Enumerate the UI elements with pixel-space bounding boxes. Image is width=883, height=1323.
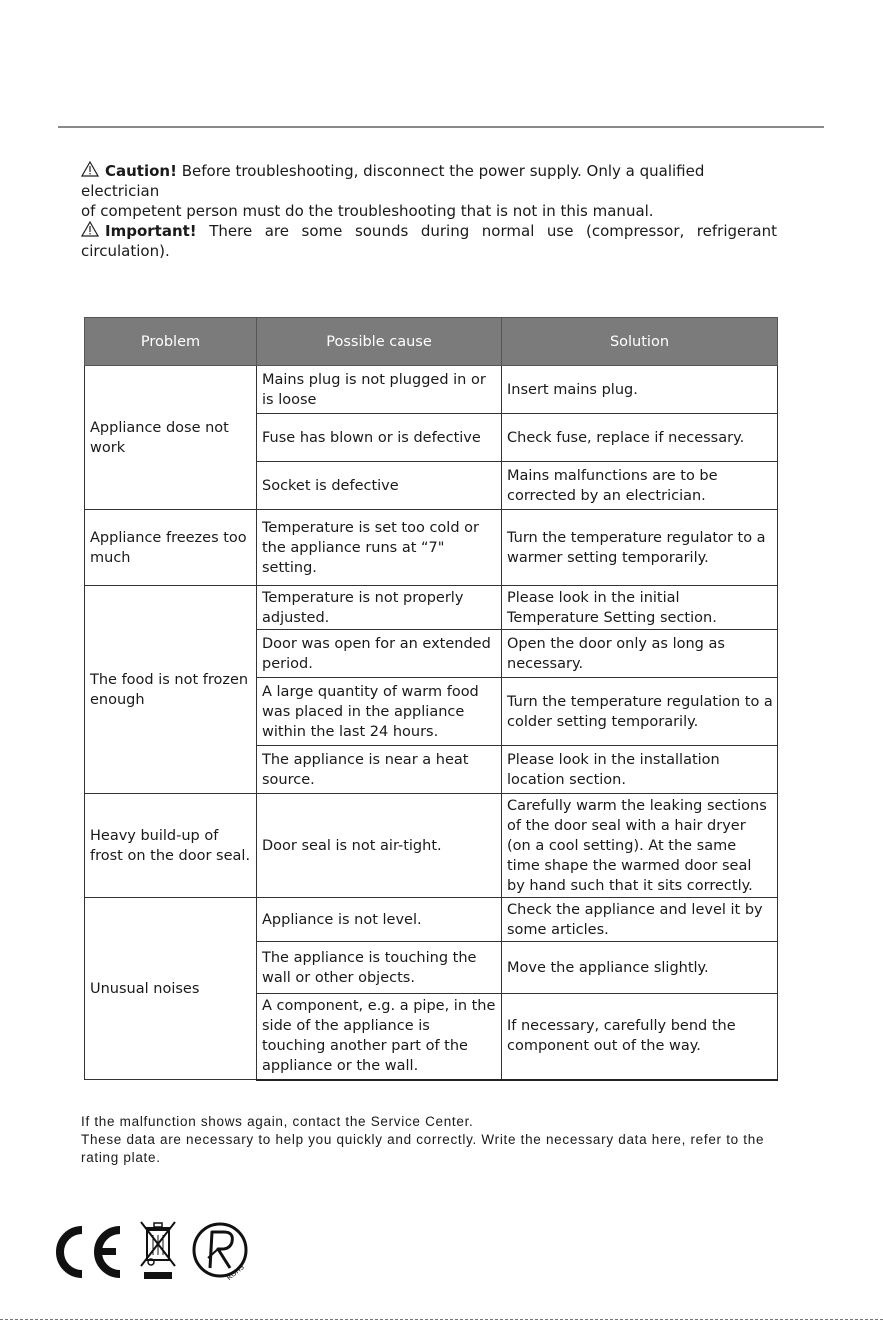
table-row	[85, 794, 778, 898]
table-row	[85, 510, 778, 586]
cause-cell: Door was open for an extended period.	[257, 630, 502, 678]
caution-note	[81, 161, 777, 221]
header-solution: Solution	[502, 318, 778, 366]
important-label: Important!	[105, 222, 197, 240]
page-bottom-rule	[0, 1319, 883, 1320]
warning-icon	[81, 221, 99, 237]
problem-cell: The food is not frozen enough	[85, 586, 257, 794]
cause-cell: Appliance is not level.	[257, 898, 502, 942]
troubleshooting-table	[84, 317, 778, 1081]
weee-bin-icon	[138, 1218, 178, 1286]
solution-cell: Please look in the initial Temperature Setting section.	[502, 586, 778, 630]
cause-cell: Door seal is not air-tight.	[257, 794, 502, 898]
cause-cell: The appliance is touching the wall or other objects.	[257, 942, 502, 994]
cause-cell: Fuse has blown or is defective	[257, 414, 502, 462]
cause-cell: Mains plug is not plugged in or is loose	[257, 366, 502, 414]
solution-cell: If necessary, carefully bend the component out of the way.	[502, 994, 778, 1080]
problem-cell: Unusual noises	[85, 898, 257, 1080]
solution-cell: Carefully warm the leaking sections of the door seal with a hair dryer (on a cool setting). At the same time shape the warmed door seal by hand such that it sits correctly.	[502, 794, 778, 898]
footer-line2: These data are necessary to help you quickly and correctly. Write the necessary data here, refer to the	[81, 1132, 765, 1147]
header-cause: Possible cause	[257, 318, 502, 366]
cause-cell: The appliance is near a heat source.	[257, 746, 502, 794]
header-problem: Problem	[85, 318, 257, 366]
important-note	[81, 221, 777, 261]
header-rule	[58, 126, 824, 128]
problem-cell: Heavy build-up of frost on the door seal.	[85, 794, 257, 898]
solution-cell: Insert mains plug.	[502, 366, 778, 414]
solution-cell: Turn the temperature regulator to a warmer setting temporarily.	[502, 510, 778, 586]
solution-cell: Mains malfunctions are to be corrected by an electrician.	[502, 462, 778, 510]
cause-cell: A component, e.g. a pipe, in the side of the appliance is touching another part of the appliance or the wall.	[257, 994, 502, 1080]
table-row	[85, 586, 778, 630]
rohs-mark-icon	[190, 1218, 252, 1286]
footer-line1: If the malfunction shows again, contact the Service Center.	[81, 1114, 474, 1129]
solution-cell: Move the appliance slightly.	[502, 942, 778, 994]
problem-cell: Appliance freezes too much	[85, 510, 257, 586]
cause-cell: Temperature is set too cold or the appliance runs at “7" setting.	[257, 510, 502, 586]
service-footer	[81, 1113, 821, 1167]
ce-mark-icon	[50, 1222, 126, 1286]
footer-line3: rating plate.	[81, 1150, 161, 1165]
table-header-row	[85, 318, 778, 366]
caution-text-line1: Before troubleshooting, disconnect the power supply. Only a qualified electrician	[81, 162, 705, 200]
problem-cell: Appliance dose not work	[85, 366, 257, 510]
rohs-label: ROHS	[225, 1263, 246, 1282]
solution-cell: Open the door only as long as necessary.	[502, 630, 778, 678]
cause-cell: Temperature is not properly adjusted.	[257, 586, 502, 630]
caution-text-line2: of competent person must do the troubleshooting that is not in this manual.	[81, 202, 654, 220]
table-row	[85, 366, 778, 414]
solution-cell: Check fuse, replace if necessary.	[502, 414, 778, 462]
cause-cell: A large quantity of warm food was placed in the appliance within the last 24 hours.	[257, 678, 502, 746]
warning-icon	[81, 161, 99, 177]
cause-cell: Socket is defective	[257, 462, 502, 510]
important-text: There are some sounds during normal use (compressor, refrigerant circulation).	[81, 222, 777, 260]
solution-cell: Please look in the installation location section.	[502, 746, 778, 794]
table-row	[85, 898, 778, 942]
caution-label: Caution!	[105, 162, 177, 180]
solution-cell: Turn the temperature regulation to a colder setting temporarily.	[502, 678, 778, 746]
solution-cell: Check the appliance and level it by some articles.	[502, 898, 778, 942]
